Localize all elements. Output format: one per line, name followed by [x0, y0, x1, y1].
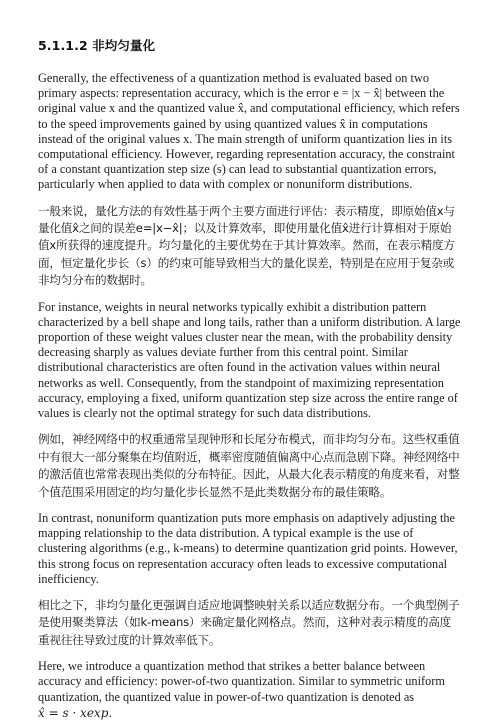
paragraph-en-3: In contrast, nonuniform quantization puts more emphasis on adaptively adjusting the mapping relationship to the data distribution. A typical example is the use of clustering algorithms (e.g., k-means) to determine quantization grid points. However, this strong focus on representation accuracy often leads to excessive computational inefficiency.: [38, 510, 458, 586]
document-page: [38, 36, 462, 720]
paragraph-zh-1: 一般来说，量化方法的有效性基于两个主要方面进行评估：表示精度，即原始值x与量化值x̂之间的误差e=|x−x̂|；以及计算效率，即使用量化值x̂进行计算相对于原始值x所获得的速度提升。均匀量化的主要优势在于其计算效率。然而，在表示精度方面，恒定量化步长（s）的约束可能导致相当大的量化误差，特别是在应用于复杂或非均匀分布的数据时。: [38, 203, 455, 288]
paragraph-en-2: For instance, weights in neural networks typically exhibit a distribution pattern characterized by a bell shape and long tails, rather than a uniform distribution. A large proportion of these weight values cluster near the mean, with the probability density decreasing sharply as values deviate further from this central point. Similar distributional characteristics are often found in the activation values within neural networks as well. Consequently, from the standpoint of maximizing representation accuracy, employing a fixed, uniform quantization step size across the entire range of values is clearly not the optimal strategy for such data distributions.: [38, 299, 461, 421]
paragraph-en-4: Here, we introduce a quantization method that strikes a better balance between accuracy and efficiency: power-of-two quantization. Similar to symmetric uniform quantization, the quantized value in power-of-two quantization is denoted as: [38, 659, 445, 704]
formula-power-of-two: x̂ = s · xexp.: [38, 705, 113, 720]
section-heading: 5.1.1.2 非均匀量化: [38, 38, 156, 53]
paragraph-zh-2: 例如，神经网络中的权重通常呈现钟形和长尾分布模式，而非均匀分布。这些权重值中有很大一部分聚集在均值附近，概率密度随值偏离中心点而急剧下降。神经网络中的激活值也常常表现出类似的分布特征。因此，从最大化表示精度的角度来看，对整个值范围采用固定的均匀量化步长显然不是此类数据分布的最佳策略。: [38, 432, 460, 499]
paragraph-zh-3: 相比之下，非均匀量化更强调自适应地调整映射关系以适应数据分布。一个典型例子是使用聚类算法（如k-means）来确定量化网格点。然而，这种对表示精度的高度重视往往导致过度的计算效率低下。: [38, 597, 460, 647]
paragraph-en-1: Generally, the effectiveness of a quantization method is evaluated based on two primary aspects: representation accuracy, which is the error e = |x − x̂| between the original value x and the quantized value x̂, and computational efficiency, which refers to the speed improvements gained by using quantized values x̂ in computations instead of the original values x. The main strength of uniform quantization lies in its computational efficiency. However, regarding representation accuracy, the constraint of a constant quantization step size (s) can lead to substantial quantization errors, particularly when applied to data with complex or nonuniform distributions.: [38, 71, 460, 192]
